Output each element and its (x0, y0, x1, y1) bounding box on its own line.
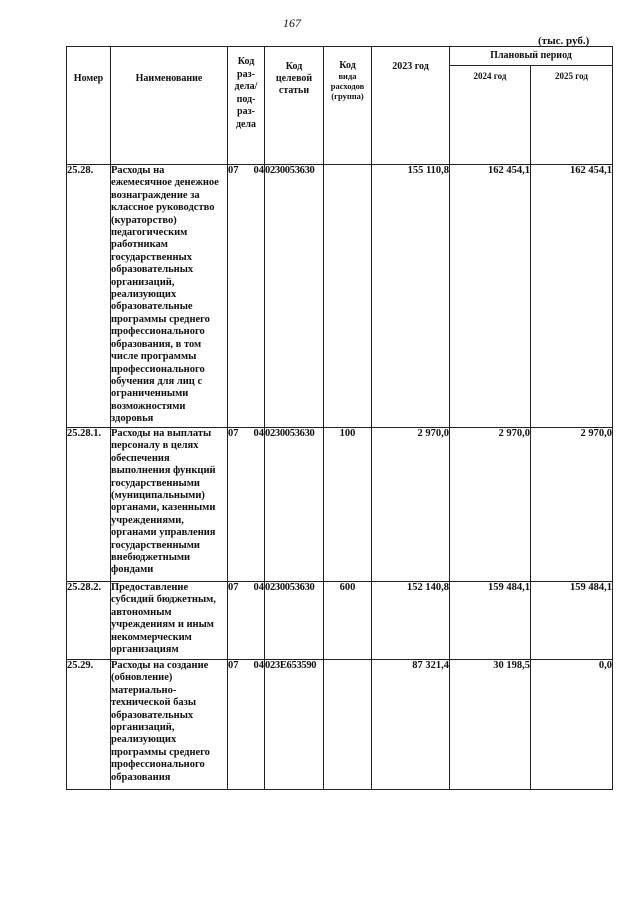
row-number: 25.28.2. (67, 582, 111, 660)
table-body (67, 165, 613, 790)
row-2024: 2 970,0 (450, 428, 531, 582)
table-row (67, 582, 613, 660)
row-2023: 2 970,0 (372, 428, 450, 582)
row-section-codes (228, 428, 265, 582)
table-row (67, 660, 613, 790)
row-2024: 159 484,1 (450, 582, 531, 660)
row-2025: 159 484,1 (531, 582, 613, 660)
header-target-line: Код (285, 61, 303, 72)
row-expense-type (324, 660, 372, 790)
header-target-line: статьи (278, 85, 310, 96)
unit-label: (тыс. руб.) (538, 35, 590, 47)
header-2024: 2024 год (450, 66, 531, 165)
row-2025: 162 454,1 (531, 165, 613, 428)
row-section: 07 (228, 428, 239, 439)
row-2023: 155 110,8 (372, 165, 450, 428)
row-name: Расходы на создание (обновление) материально-технической базы образовательных организаций, реализующих программы среднего профессионального образования (111, 660, 228, 790)
header-expense-type-line: вида (338, 71, 357, 81)
page-number: 167 (283, 16, 301, 30)
header-2023: 2023 год (372, 47, 450, 165)
header-planned-period: Плановый период (450, 47, 613, 66)
row-number: 25.28.1. (67, 428, 111, 582)
header-section-line: дела (235, 118, 257, 130)
row-expense-type: 100 (324, 428, 372, 582)
row-expense-type (324, 165, 372, 428)
header-target (265, 47, 324, 165)
row-expense-type: 600 (324, 582, 372, 660)
row-section-codes (228, 165, 265, 428)
row-target: 0230053630 (265, 428, 324, 582)
row-section: 07 (228, 660, 239, 671)
row-number: 25.28. (67, 165, 111, 428)
table-header (67, 47, 613, 165)
header-2025: 2025 год (531, 66, 613, 165)
header-name: Наименование (111, 47, 228, 165)
budget-table (66, 46, 613, 790)
header-expense-type-line: Код (339, 60, 356, 71)
row-section-codes (228, 660, 265, 790)
row-number: 25.29. (67, 660, 111, 790)
row-target: 023Е653590 (265, 660, 324, 790)
row-section-codes (228, 582, 265, 660)
row-subsection: 04 (253, 428, 264, 439)
row-subsection: 04 (253, 165, 264, 176)
row-name: Расходы на ежемесячное денежное вознаграждение за классное руководство (кураторство) педагогическим работникам государственных образовательных организаций, реализующих образовательные программы среднего профессионального образования, в том числе программы профессионального обучения для лиц с ограниченными возможностями здоровья (111, 165, 228, 428)
table-row (67, 428, 613, 582)
header-section (228, 47, 265, 165)
header-section-line: раз- (237, 68, 255, 80)
header-section-line: дела/ (234, 81, 258, 92)
header-section-line: Код (237, 56, 255, 67)
header-target-line: целевой (275, 73, 313, 84)
table-row (67, 165, 613, 428)
header-expense-type-line: расходов (330, 81, 365, 91)
header-number: Номер (67, 47, 111, 165)
row-target: 0230053630 (265, 165, 324, 428)
row-2024: 30 198,5 (450, 660, 531, 790)
row-2023: 152 140,8 (372, 582, 450, 660)
row-subsection: 04 (253, 582, 264, 593)
header-expense-type-line: (группа) (331, 91, 364, 101)
row-2024: 162 454,1 (450, 165, 531, 428)
row-target: 0230053630 (265, 582, 324, 660)
row-subsection: 04 (253, 660, 264, 671)
header-expense-type (324, 47, 372, 165)
row-2025: 2 970,0 (531, 428, 613, 582)
row-section: 07 (228, 165, 239, 176)
header-section-line: раз- (237, 106, 255, 117)
row-2023: 87 321,4 (372, 660, 450, 790)
row-section: 07 (228, 582, 239, 593)
header-section-line: под- (236, 93, 256, 105)
row-name: Предоставление субсидий бюджетным, автономным учреждениям и иным некоммерческим организациям (111, 582, 228, 660)
row-2025: 0,0 (531, 660, 613, 790)
row-name: Расходы на выплаты персоналу в целях обеспечения выполнения функций государственными (муниципальными) органами, казенными учреждениями, органами управления государственными внебюджетными фондами (111, 428, 228, 582)
